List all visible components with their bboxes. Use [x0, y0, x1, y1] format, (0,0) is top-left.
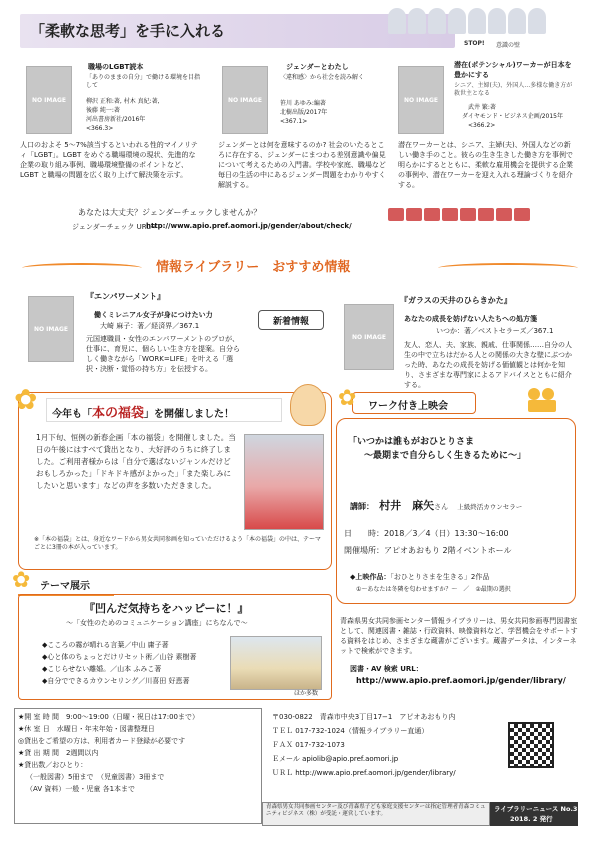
new-info-label: 新着情報	[272, 316, 309, 327]
book-authors: 笹川 あゆみ:編著	[280, 100, 326, 107]
book-description: ジェンダーとは何を意味するのか? 社会のいたるところに存在する、ジェンダーにまつわる差別意識や偏見について考えるための入門書。学校や家庭、職場など毎日の生活の中にあるジェンダー問題をわかりやすく解説する。	[218, 141, 386, 189]
lecturer-role: 上級終活カウンセラー	[457, 503, 523, 511]
footer-general: （一般図書）5冊まで （児童図書）3冊まで	[26, 773, 165, 781]
mascot-illustration	[290, 384, 326, 426]
new-book-1-authors: 大崎 麻子：著／経済界／367.1	[100, 322, 200, 330]
lecturer-suffix: さん	[434, 503, 449, 511]
fukubukuro-photo	[244, 434, 324, 530]
about-search-link[interactable]: http://www.apio.pref.aomori.jp/gender/library/	[356, 676, 566, 685]
date-value: 2018／3／4（日）13:30〜16:00	[384, 529, 509, 538]
fukubukuro-title	[52, 402, 234, 421]
footer-fax: ＦＡＸ 017-732-1073	[272, 741, 345, 749]
book-title: 潜在(ポテンシャル)ワーカーが日本を豊かにする	[454, 61, 572, 79]
book-description: 潜在ワーカーとは、シニア、主婦(夫)、外国人などの新しい働き手のこと。彼らの生き生きした働き方を事例で明らかにするとともに、柔軟な雇用機会を提供する企業の事例や、潜在ワーカーを迎え入れる理論づくりを紹介する。	[398, 141, 573, 189]
book-subtitle: 「ありのままの自分」で働ける環境を目指して	[86, 74, 201, 89]
people-illustration	[388, 8, 588, 48]
theme-item-2: ◆心と体のちょっとだけリセット術／山谷 素樹著	[42, 653, 197, 661]
qr-code	[508, 722, 554, 768]
fukubukuro-note: ※「本の福袋」とは、身近なワードから男女共同参画を知っていただけるよう「本の福袋」の中は、テーマごとに3冊の本が入っています。	[34, 536, 322, 551]
films-label: ◆上映作品：	[350, 573, 391, 581]
new-book-2-authors: いつか：著／ベストセラーズ／367.1	[436, 327, 554, 335]
workshop-films-sub: ①〜あなたは冬隣を匂わせますか？〜 ／ ②最期の選択	[356, 586, 511, 593]
film-camera-icon	[526, 388, 562, 414]
workshop-title-1: 「いつかは誰もがおひとりさま	[348, 437, 475, 447]
book-authors-2: 後藤 純一:著	[86, 107, 120, 114]
gender-check-url-label: ジェンダーチェック URL⇒	[72, 223, 157, 231]
workshop-venue-row	[344, 545, 511, 556]
new-book-1-subtitle: 働くミレニアル女子が身につけたい力	[94, 311, 213, 319]
about-body: 青森県男女共同参画センター情報ライブラリーは、男女共同参画専門図書室として、関連図書・雑誌・行政資料、映像資料など、学習機会をサポートする資料をはじめ、さまざまな蔵書がございます。蔵書データは、インターネットで検索ができます。	[340, 617, 578, 655]
new-info-badge	[258, 310, 324, 330]
footer-news: ライブラリーニュース No.35	[494, 805, 582, 813]
book-cover-placeholder: NO IMAGE	[344, 304, 394, 370]
book-description: 人口のおよそ 5〜7%該当するといわれる性的マイノリティ「LGBT」。LGBT をめぐる職場環境の現状、先進的な企業の取り組み事例、職場環境整備のポイントなど、LGBT と職場の問題を広く取り上げて解決策を示す。	[20, 141, 198, 179]
gender-pictograms	[388, 206, 578, 240]
new-book-2-description: 友人、恋人、夫、家族、親戚、仕事関係……自分の人生の中で立ちはだかる人との関係の大きな壁にぶつかった時、あなたの成長を妨げる価値観とは何かを知り、さまざまな専門家によるアドバイスとともに紹介する。	[404, 341, 572, 389]
book-publisher: 北樹出版/2017年	[280, 109, 328, 116]
footer-issue: 2018. 2 発行	[510, 815, 553, 823]
new-book-2-title: 『ガラスの天井のひらきかた』	[400, 296, 512, 305]
book-card-gender	[218, 60, 388, 192]
book-cover-placeholder: NO IMAGE	[26, 66, 72, 134]
stop-sub-label: 意識の壁	[496, 42, 521, 49]
theme-label: テーマ展示	[40, 581, 90, 592]
footer-email-link[interactable]: Ｅメール apiolib@apio.pref.aomori.jp	[272, 755, 399, 763]
footer-operator: 青森県男女共同参画センター及び青森県子ども家庭支援センターは指定管理者青森コミュニティビジネス（株）が受託・運営しています。	[266, 804, 486, 817]
book-authors: 武井 繁:著	[468, 104, 496, 111]
footer-card: ◎貸出をご希望の方は、利用者カード登録が必要です	[18, 737, 186, 745]
flower-icon: ✿	[338, 386, 357, 411]
book-card-lgbt	[20, 60, 200, 192]
workshop-films-row	[350, 572, 489, 582]
theme-title: 『凹んだ気持ちをハッピーに！』	[84, 602, 249, 615]
fukubukuro-body: 1月下旬、恒例の新春企画「本の福袋」を開催しました。当日の午後にはすべて貸出となり、大好評のうちに終了しました。ご利用者様からは「自分で選ばないジャンルだけどおもしろかった」「ドキドキ感がよかった」「また楽しみにしたいと思います」などの声を多数いただきました。	[36, 433, 236, 490]
date-label: 日 時：	[344, 529, 384, 538]
films-value: 「おひとりさまを生きる」2作品	[390, 573, 490, 581]
workshop-label: ワーク付き上映会	[368, 401, 448, 412]
theme-subtitle: 〜「女性のためのコミュニケーション講座」にちなんで〜	[66, 619, 248, 627]
lecturer-name: 村井 麻矢	[379, 499, 435, 512]
book-title: 職場のLGBT読本	[88, 63, 144, 71]
fukubukuro-title-post: 」を開催しました！	[144, 409, 235, 420]
book-cover-placeholder: NO IMAGE	[28, 296, 74, 362]
new-book-2-subtitle: あなたの成長を妨げない人たちへの処方箋	[404, 315, 537, 323]
footer-av: （AV 資料）一般・児童 各1本まで	[26, 785, 136, 793]
venue-value: アピオあおもり 2階イベントホール	[384, 546, 512, 555]
new-book-1-title: 『エンパワーメント』	[86, 292, 166, 301]
book-code: <366.3>	[86, 125, 114, 132]
theme-item-4: ◆自分でできるカウンセリング／川喜田 好恵著	[42, 677, 190, 685]
footer-hours: ★開 室 時 間 9:00〜19:00（日曜・祝日は17:00まで）	[18, 713, 200, 721]
theme-photo	[230, 636, 322, 690]
new-book-1-description: 元国連職員・女性のエンパワーメントのプロが、仕事に、育児に、個らしい生き方を提案。自分らしく働きながら「WORK=LIFE」を叶える「選択・決断・覚悟の持ち方」を伝授する。	[86, 335, 240, 373]
fukubukuro-title-em: 本の福袋	[92, 406, 145, 421]
header-title: 「柔軟な思考」を手に入れる	[30, 22, 226, 40]
gender-check-url-link[interactable]: http://www.apio.pref.aomori.jp/gender/about/check/	[146, 222, 352, 230]
workshop-lecturer	[350, 494, 522, 513]
footer-tel: ＴＥＬ 017-732-1024（情報ライブラリー直通）	[272, 727, 429, 735]
venue-label: 開催場所：	[344, 546, 384, 555]
orange-wave-left	[22, 263, 142, 273]
orange-wave-right	[438, 263, 578, 273]
lecturer-label: 講師：	[350, 502, 374, 511]
theme-item-3: ◆こじらせない離婚。／山本 ふみこ著	[42, 665, 162, 673]
book-cover-placeholder: NO IMAGE	[222, 66, 268, 134]
workshop-date-row	[344, 528, 509, 539]
flower-icon: ✿	[14, 383, 38, 416]
flower-icon: ✿	[12, 568, 31, 593]
book-cover-placeholder: NO IMAGE	[398, 66, 444, 134]
footer-count: ★貸出数／おひとり：	[18, 761, 88, 769]
theme-more: ほか多数	[294, 690, 319, 697]
book-code: <366.2>	[468, 122, 496, 129]
gender-check-question: あなたは大丈夫？ジェンダーチェックしませんか？	[78, 208, 262, 217]
about-search-label: 図書・AV 検索 URL：	[350, 665, 423, 673]
footer-period: ★貸 出 期 間 2週間以内	[18, 749, 99, 757]
workshop-title-2: 〜最期まで自分らしく生きるために〜」	[364, 451, 527, 461]
library-section-title: 情報ライブラリー おすすめ情報	[156, 260, 351, 275]
stop-label: STOP!	[464, 40, 485, 47]
book-code: <367.1>	[280, 118, 308, 125]
book-publisher: 河出書房新社/2016年	[86, 116, 146, 123]
theme-item-1: ◆こころの霧が晴れる言葉／中山 庸子著	[42, 641, 169, 649]
book-card-potential	[398, 60, 576, 192]
book-publisher: ダイヤモンド・ビジネス企画/2015年	[462, 113, 563, 120]
book-title: ジェンダーとわたし	[286, 63, 349, 71]
book-authors: 柳沢 正和:著, 村木 真紀:著,	[86, 98, 160, 105]
footer-url-link[interactable]: ＵＲＬ http://www.apio.pref.aomori.jp/gender/library/	[272, 769, 456, 777]
footer-postal: 〒030-0822 青森市中央3丁目17−1 アピオあおもり内	[272, 713, 456, 721]
book-subtitle: 〈違和感〉から社会を読み解く	[280, 74, 365, 81]
footer-closed: ★休 室 日 水曜日・年末年始・図書整理日	[18, 725, 155, 733]
book-subtitle: シニア、主婦(夫)、外国人…多様な働き方が救世主となる	[454, 82, 573, 97]
fukubukuro-title-pre: 今年も「	[52, 409, 92, 420]
